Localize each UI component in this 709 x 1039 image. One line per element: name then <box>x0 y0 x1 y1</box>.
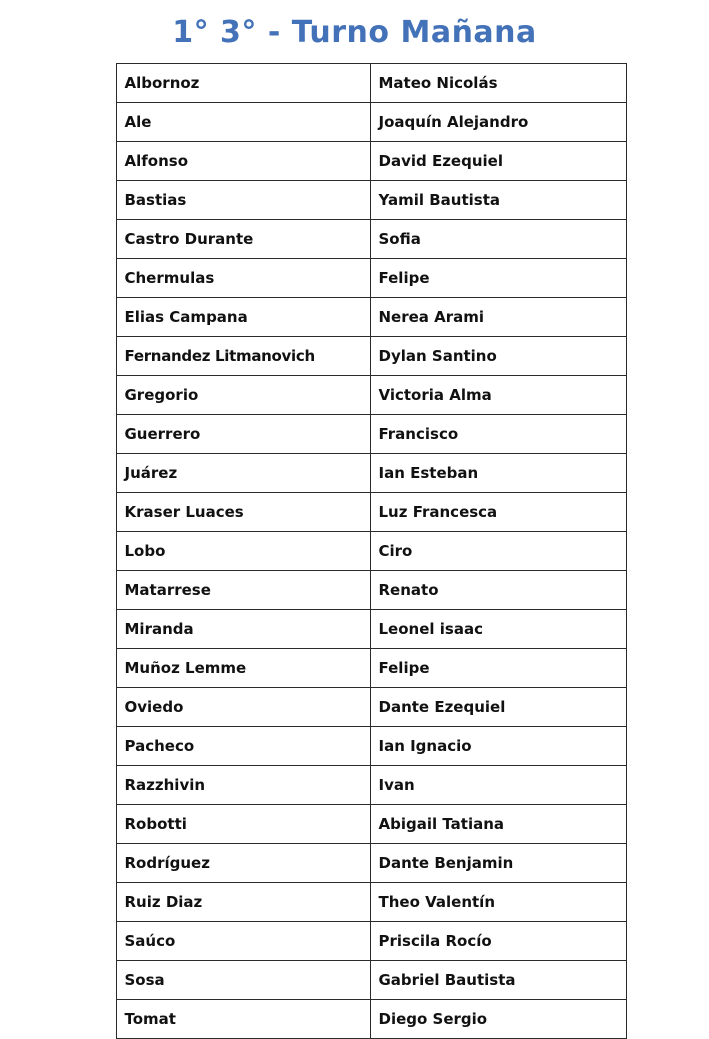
cell-last-name: Juárez <box>116 454 370 493</box>
cell-first-name: Diego Sergio <box>370 1000 626 1039</box>
cell-first-name: Ian Esteban <box>370 454 626 493</box>
cell-last-name: Alfonso <box>116 142 370 181</box>
cell-last-name: Albornoz <box>116 64 370 103</box>
cell-last-name: Ruiz Diaz <box>116 883 370 922</box>
cell-last-name: Kraser Luaces <box>116 493 370 532</box>
cell-last-name: Matarrese <box>116 571 370 610</box>
table-row <box>116 961 626 1000</box>
table-row <box>116 766 626 805</box>
cell-first-name: Renato <box>370 571 626 610</box>
table-row <box>116 220 626 259</box>
table-row <box>116 181 626 220</box>
cell-first-name: Francisco <box>370 415 626 454</box>
table-row <box>116 727 626 766</box>
table-row <box>116 454 626 493</box>
table-row <box>116 532 626 571</box>
cell-last-name: Muñoz Lemme <box>116 649 370 688</box>
cell-last-name: Chermulas <box>116 259 370 298</box>
cell-first-name: Luz Francesca <box>370 493 626 532</box>
cell-last-name: Fernandez Litmanovich <box>116 337 370 376</box>
cell-last-name: Guerrero <box>116 415 370 454</box>
cell-first-name: Theo Valentín <box>370 883 626 922</box>
cell-first-name: Priscila Rocío <box>370 922 626 961</box>
table-row <box>116 64 626 103</box>
cell-first-name: Abigail Tatiana <box>370 805 626 844</box>
table-row <box>116 610 626 649</box>
table-row <box>116 571 626 610</box>
table-row <box>116 376 626 415</box>
cell-last-name: Lobo <box>116 532 370 571</box>
cell-first-name: Felipe <box>370 649 626 688</box>
table-row <box>116 805 626 844</box>
cell-last-name: Rodríguez <box>116 844 370 883</box>
cell-last-name: Pacheco <box>116 727 370 766</box>
cell-first-name: Joaquín Alejandro <box>370 103 626 142</box>
cell-first-name: Mateo Nicolás <box>370 64 626 103</box>
table-row <box>116 883 626 922</box>
cell-first-name: Victoria Alma <box>370 376 626 415</box>
table-row <box>116 103 626 142</box>
cell-first-name: Felipe <box>370 259 626 298</box>
table-row <box>116 922 626 961</box>
cell-first-name: Ivan <box>370 766 626 805</box>
table-row <box>116 649 626 688</box>
cell-last-name: Oviedo <box>116 688 370 727</box>
cell-last-name: Ale <box>116 103 370 142</box>
table-row <box>116 493 626 532</box>
cell-first-name: David Ezequiel <box>370 142 626 181</box>
cell-first-name: Sofia <box>370 220 626 259</box>
table-row <box>116 337 626 376</box>
page-title: 1° 3° - Turno Mañana <box>172 15 537 50</box>
cell-last-name: Miranda <box>116 610 370 649</box>
cell-last-name: Bastias <box>116 181 370 220</box>
cell-first-name: Leonel isaac <box>370 610 626 649</box>
cell-first-name: Ciro <box>370 532 626 571</box>
roster-table-body <box>116 64 626 1039</box>
cell-first-name: Dante Benjamin <box>370 844 626 883</box>
roster-table <box>116 63 627 1039</box>
cell-last-name: Saúco <box>116 922 370 961</box>
table-row <box>116 298 626 337</box>
table-row <box>116 688 626 727</box>
cell-first-name: Gabriel Bautista <box>370 961 626 1000</box>
cell-last-name: Gregorio <box>116 376 370 415</box>
roster-table-container <box>116 63 594 1039</box>
cell-last-name: Razzhivin <box>116 766 370 805</box>
cell-first-name: Dante Ezequiel <box>370 688 626 727</box>
table-row <box>116 259 626 298</box>
cell-first-name: Ian Ignacio <box>370 727 626 766</box>
cell-last-name: Tomat <box>116 1000 370 1039</box>
table-row <box>116 142 626 181</box>
cell-first-name: Dylan Santino <box>370 337 626 376</box>
cell-last-name: Sosa <box>116 961 370 1000</box>
table-row <box>116 1000 626 1039</box>
cell-first-name: Nerea Arami <box>370 298 626 337</box>
table-row <box>116 844 626 883</box>
cell-first-name: Yamil Bautista <box>370 181 626 220</box>
table-row <box>116 415 626 454</box>
cell-last-name: Castro Durante <box>116 220 370 259</box>
cell-last-name: Elias Campana <box>116 298 370 337</box>
cell-last-name: Robotti <box>116 805 370 844</box>
